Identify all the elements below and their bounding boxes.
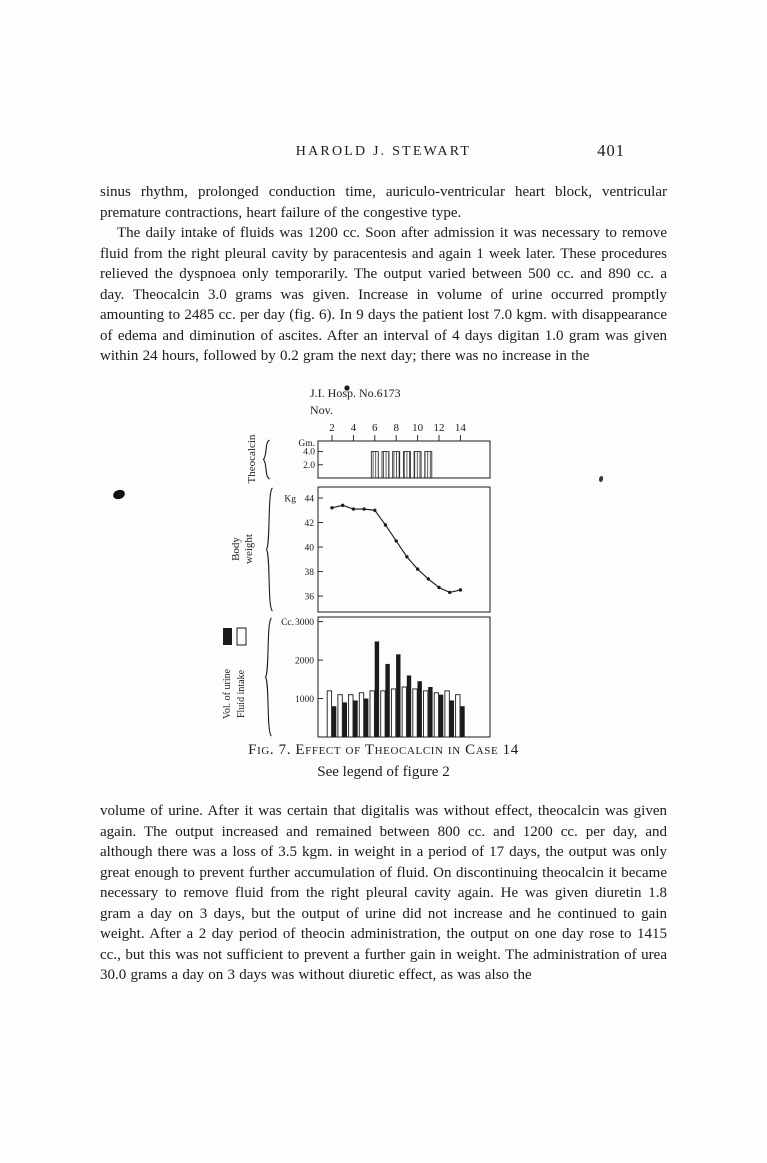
urine-legend-swatch xyxy=(223,628,232,645)
page-number: 401 xyxy=(597,141,625,160)
svg-text:2.0: 2.0 xyxy=(303,460,315,471)
svg-text:1000: 1000 xyxy=(295,695,314,706)
svg-text:Kg: Kg xyxy=(284,494,296,505)
running-head xyxy=(100,141,667,168)
svg-text:8: 8 xyxy=(393,422,399,434)
svg-text:42: 42 xyxy=(304,519,314,530)
svg-text:Vol. of urine: Vol. of urine xyxy=(222,668,233,720)
panel-urine-intake xyxy=(222,617,490,737)
figure-chart xyxy=(195,383,507,745)
svg-text:4.0: 4.0 xyxy=(303,447,315,458)
svg-text:Fluid intake: Fluid intake xyxy=(236,669,247,719)
figure-caption-block xyxy=(100,740,667,783)
panel-body-weight xyxy=(230,487,490,612)
panel-theocalcin xyxy=(246,434,490,483)
svg-text:14: 14 xyxy=(454,422,466,434)
svg-text:38: 38 xyxy=(304,568,314,579)
svg-text:2: 2 xyxy=(329,422,335,434)
svg-text:J.I. Hosp. No.6173: J.I. Hosp. No.6173 xyxy=(310,386,401,400)
figure-caption: Fig. 7. Effect of Theocalcin in Case 14 xyxy=(248,742,519,758)
svg-text:44: 44 xyxy=(304,494,314,505)
svg-text:2000: 2000 xyxy=(295,656,314,667)
figure-caption-note: See legend of figure 2 xyxy=(317,764,450,780)
svg-text:Nov.: Nov. xyxy=(310,403,333,417)
svg-text:40: 40 xyxy=(304,543,314,554)
svg-text:6: 6 xyxy=(372,422,378,434)
svg-text:36: 36 xyxy=(304,592,314,603)
intake-legend-swatch xyxy=(237,628,246,645)
svg-text:Cc.: Cc. xyxy=(281,618,294,629)
svg-text:Gm.: Gm. xyxy=(298,439,315,449)
running-head-author: HAROLD J. STEWART xyxy=(295,144,472,159)
svg-text:Body: Body xyxy=(230,537,242,561)
svg-text:weight: weight xyxy=(243,534,255,564)
ink-blot xyxy=(112,488,126,500)
svg-text:4: 4 xyxy=(350,422,357,434)
ink-speck xyxy=(598,475,604,482)
svg-text:3000: 3000 xyxy=(295,618,314,629)
svg-text:Theocalcin: Theocalcin xyxy=(246,434,258,484)
svg-text:10: 10 xyxy=(412,422,424,434)
figure-x-axis xyxy=(310,386,466,441)
svg-text:12: 12 xyxy=(433,422,445,434)
figure-7 xyxy=(195,383,507,745)
paragraph-2: The daily intake of fluids was 1200 cc. Soon after admission it was necessary to remove fluid from the right pleural cavity by paracentesis and again 1 week later. These procedures relieved the dyspnoea only temporarily. The output varied between 500 cc. and 890 cc. a day. Theocalcin 3.0 grams was given. Increase in volume of urine occurred promptly amounting to 2485 cc. per day (fig. 6). In 9 days the patient lost 7.0 kgm. with disappearance of edema and diminution of ascites. After an interval of 4 days digitan 1.0 gram was given within 24 hours, followed by 0.2 gram the next day; there was no increase in the xyxy=(100,225,667,364)
paragraph-1: sinus rhythm, prolonged conduction time, auriculo-ventricular heart block, ventricular premature contractions, heart failure of the congestive type. xyxy=(100,184,667,221)
paragraph-3: volume of urine. After it was certain that digitalis was without effect, theocalcin was given again. The output increased and remained between 800 cc. and 1200 cc. per day, and although there was a loss of 3.5 kgm. in weight in a period of 17 days, the output was only great enough to prevent further accumulation of fluid. On discontinuing theocalcin it became necessary to remove fluid from the right pleural cavity again. He was given diuretin 1.8 gram a day on 3 days, but the output of urine did not increase and he continued to gain weight. After a 2 day period of theocin administration, the output on one day rose to 1415 cc., but this was not sufficient to prevent a further gain in weight. The administration of urea 30.0 grams a day on 3 days was without diuretic effect, as was also the xyxy=(100,803,667,983)
